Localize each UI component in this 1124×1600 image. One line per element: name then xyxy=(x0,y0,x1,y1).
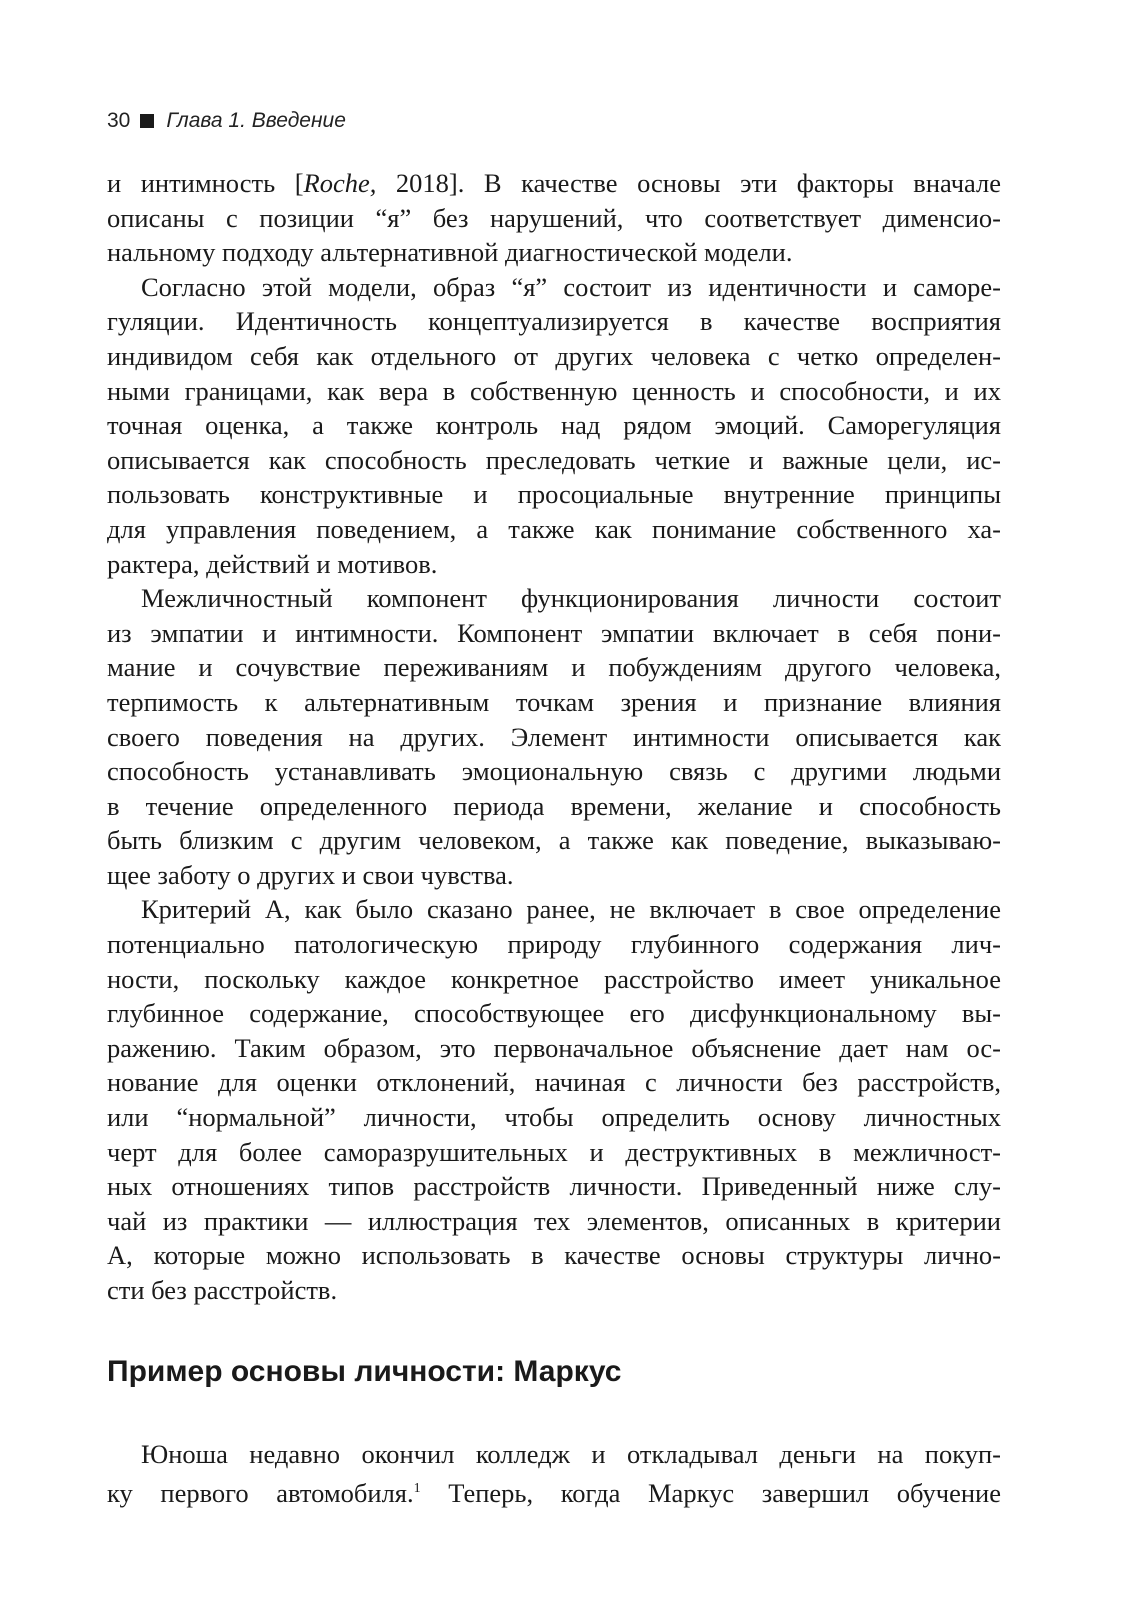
text-line: Критерий А, как было сказано ранее, не включает в свое определение xyxy=(141,894,1001,925)
text-line: ными границами, как вера в собственную ценность и способности, и их xyxy=(107,375,1001,406)
text-line: щее заботу о других и свои чувства. xyxy=(107,859,514,890)
square-bullet-icon xyxy=(140,114,154,128)
page-number: 30 xyxy=(107,109,131,132)
paragraph xyxy=(107,892,1001,1307)
text-line: гуляции. Идентичность концептуализируется в качестве восприятия xyxy=(107,306,1001,337)
text-line: в течение определенного периода времени, желание и способность xyxy=(107,790,1001,821)
text-line: ности, поскольку каждое конкретное расстройство имеет уникальное xyxy=(107,963,1001,994)
text-line: ражению. Таким образом, это первоначальное объяснение дает нам ос- xyxy=(107,1032,1001,1063)
running-head xyxy=(107,106,346,136)
citation-author: Roche, xyxy=(303,168,377,198)
text-line: А, которые можно использовать в качестве основы структуры лично- xyxy=(107,1240,1001,1271)
section-body-text xyxy=(107,1437,1001,1510)
footnote-mark[interactable]: 1 xyxy=(413,1480,421,1496)
text-line: черт для более саморазрушительных и деструктивных в межличност- xyxy=(107,1136,1001,1167)
paragraph xyxy=(107,166,1001,270)
text-line: ных отношениях типов расстройств личности. Приведенный ниже слу- xyxy=(107,1171,1001,1202)
text-line: чай из практики — иллюстрация тех элементов, описанных в критерии xyxy=(107,1205,1001,1236)
text-line: Согласно этой модели, образ “я” состоит из идентичности и саморе- xyxy=(141,271,1001,302)
text-line: описывается как способность преследовать четкие и важные цели, ис- xyxy=(107,444,1001,475)
text-line: пользовать конструктивные и просоциальные внутренние принципы xyxy=(107,479,1001,510)
text-line: сти без расстройств. xyxy=(107,1275,338,1305)
paragraph xyxy=(107,581,1001,892)
text-line: мание и сочувствие переживаниям и побуждениям другого человека, xyxy=(107,652,1001,683)
text-line: Межличностный компонент функционирования личности состоит xyxy=(141,583,1001,614)
text-line: своего поведения на других. Элемент интимности описывается как xyxy=(107,721,1001,752)
text-line: ку первого автомобиля.$^1$ Теперь, когда Маркус завершил обучение xyxy=(107,1477,1001,1508)
text-line: глубинное содержание, способствующее его дисфункциональному вы- xyxy=(107,998,1001,1029)
text-line: описаны с позиции “я” без нарушений, что соответствует дименсио- xyxy=(107,202,1001,233)
text-line: быть близким с другим человеком, а также как поведение, выказываю- xyxy=(107,825,1001,856)
text-line: индивидом себя как отдельного от других человека с четко определен- xyxy=(107,340,1001,371)
text-line: из эмпатии и интимности. Компонент эмпатии включает в себя пони- xyxy=(107,617,1001,648)
text-line: и интимность [Roche, 2018]. В качестве основы эти факторы вначале xyxy=(107,168,1002,198)
text-line: Юноша недавно окончил колледж и откладывал деньги на покуп- xyxy=(141,1439,1001,1469)
text-line: нование для оценки отклонений, начиная с личности без расстройств, xyxy=(107,1067,1001,1098)
chapter-title: Глава 1. Введение xyxy=(166,109,346,132)
text-line: рактера, действий и мотивов. xyxy=(107,548,438,579)
paragraph xyxy=(107,270,1001,581)
text-line: нальному подходу альтернативной диагностической модели. xyxy=(107,237,793,268)
body-text xyxy=(107,166,1001,1308)
text-line: терпимость к альтернативным точкам зрения и признание влияния xyxy=(107,686,1001,717)
text-line: потенциально патологическую природу глубинного содержания лич- xyxy=(107,929,1001,960)
section-heading: Пример основы личности: Маркус xyxy=(107,1355,622,1388)
paragraph xyxy=(107,1437,1001,1510)
text-line: точная оценка, а также контроль над рядом эмоций. Саморегуляция xyxy=(107,410,1001,441)
text-line: способность устанавливать эмоциональную связь с другими людьми xyxy=(107,756,1001,787)
text-line: для управления поведением, а также как понимание собственного ха- xyxy=(107,513,1001,544)
text-line: или “нормальной” личности, чтобы определить основу личностных xyxy=(107,1102,1001,1133)
